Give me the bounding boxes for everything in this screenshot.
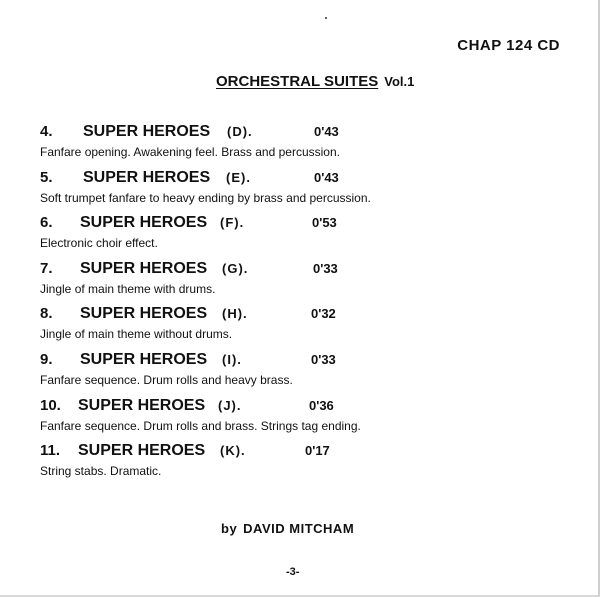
track-name: SUPER HEROES — [83, 169, 211, 186]
track-duration: 0'43 — [314, 170, 339, 185]
track-version: (F). — [220, 215, 245, 230]
track-duration: 0'43 — [314, 124, 339, 139]
track-row — [40, 442, 580, 482]
track-number: 7. — [40, 260, 53, 277]
track-number: 10. — [40, 397, 61, 414]
track-name: SUPER HEROES — [78, 442, 206, 459]
track-row — [40, 397, 580, 437]
track-row — [40, 214, 580, 254]
credit-by-label: by — [221, 521, 238, 536]
print-speck — [325, 17, 327, 19]
track-version: (G). — [222, 261, 249, 276]
track-version: (I). — [222, 352, 242, 367]
track-description: Jingle of main theme with drums. — [40, 282, 216, 296]
track-duration: 0'32 — [311, 306, 336, 321]
track-row — [40, 305, 580, 345]
track-number: 8. — [40, 305, 53, 322]
track-number: 11. — [40, 442, 61, 459]
track-description: Jingle of main theme without drums. — [40, 327, 233, 341]
track-duration: 0'17 — [305, 443, 330, 458]
track-number: 5. — [40, 169, 53, 186]
track-name: SUPER HEROES — [80, 214, 208, 231]
track-description: Fanfare opening. Awakening feel. Brass and percussion. — [40, 145, 340, 159]
track-duration: 0'33 — [311, 352, 336, 367]
track-name: SUPER HEROES — [80, 351, 208, 368]
track-number: 6. — [40, 214, 53, 231]
page-number: -3- — [286, 566, 300, 578]
track-row — [40, 123, 580, 163]
track-row — [40, 169, 580, 209]
track-name: SUPER HEROES — [83, 123, 211, 140]
title-volume: Vol.1 — [384, 74, 415, 89]
track-duration: 0'53 — [312, 215, 337, 230]
track-name: SUPER HEROES — [78, 397, 206, 414]
track-description: Soft trumpet fanfare to heavy ending by brass and percussion. — [40, 191, 371, 205]
track-row — [40, 260, 580, 300]
track-description: Fanfare sequence. Drum rolls and brass. Strings tag ending. — [40, 419, 361, 433]
track-description: Fanfare sequence. Drum rolls and heavy brass. — [40, 373, 293, 387]
track-version: (J). — [218, 398, 242, 413]
track-row — [40, 351, 580, 391]
title-main: ORCHESTRAL SUITES — [216, 73, 379, 90]
track-duration: 0'36 — [309, 398, 334, 413]
composer-credit — [221, 521, 354, 536]
track-version: (D). — [227, 124, 253, 139]
track-description: String stabs. Dramatic. — [40, 464, 162, 478]
track-version: (K). — [220, 443, 246, 458]
page-title — [216, 73, 414, 91]
track-name: SUPER HEROES — [80, 305, 208, 322]
track-version: (E). — [226, 170, 251, 185]
track-duration: 0'33 — [313, 261, 338, 276]
track-number: 4. — [40, 123, 53, 140]
track-version: (H). — [222, 306, 248, 321]
composer-name: DAVID MITCHAM — [243, 521, 355, 536]
track-number: 9. — [40, 351, 53, 368]
track-description: Electronic choir effect. — [40, 236, 158, 250]
catalog-code: CHAP 124 CD — [457, 37, 560, 54]
track-name: SUPER HEROES — [80, 260, 208, 277]
